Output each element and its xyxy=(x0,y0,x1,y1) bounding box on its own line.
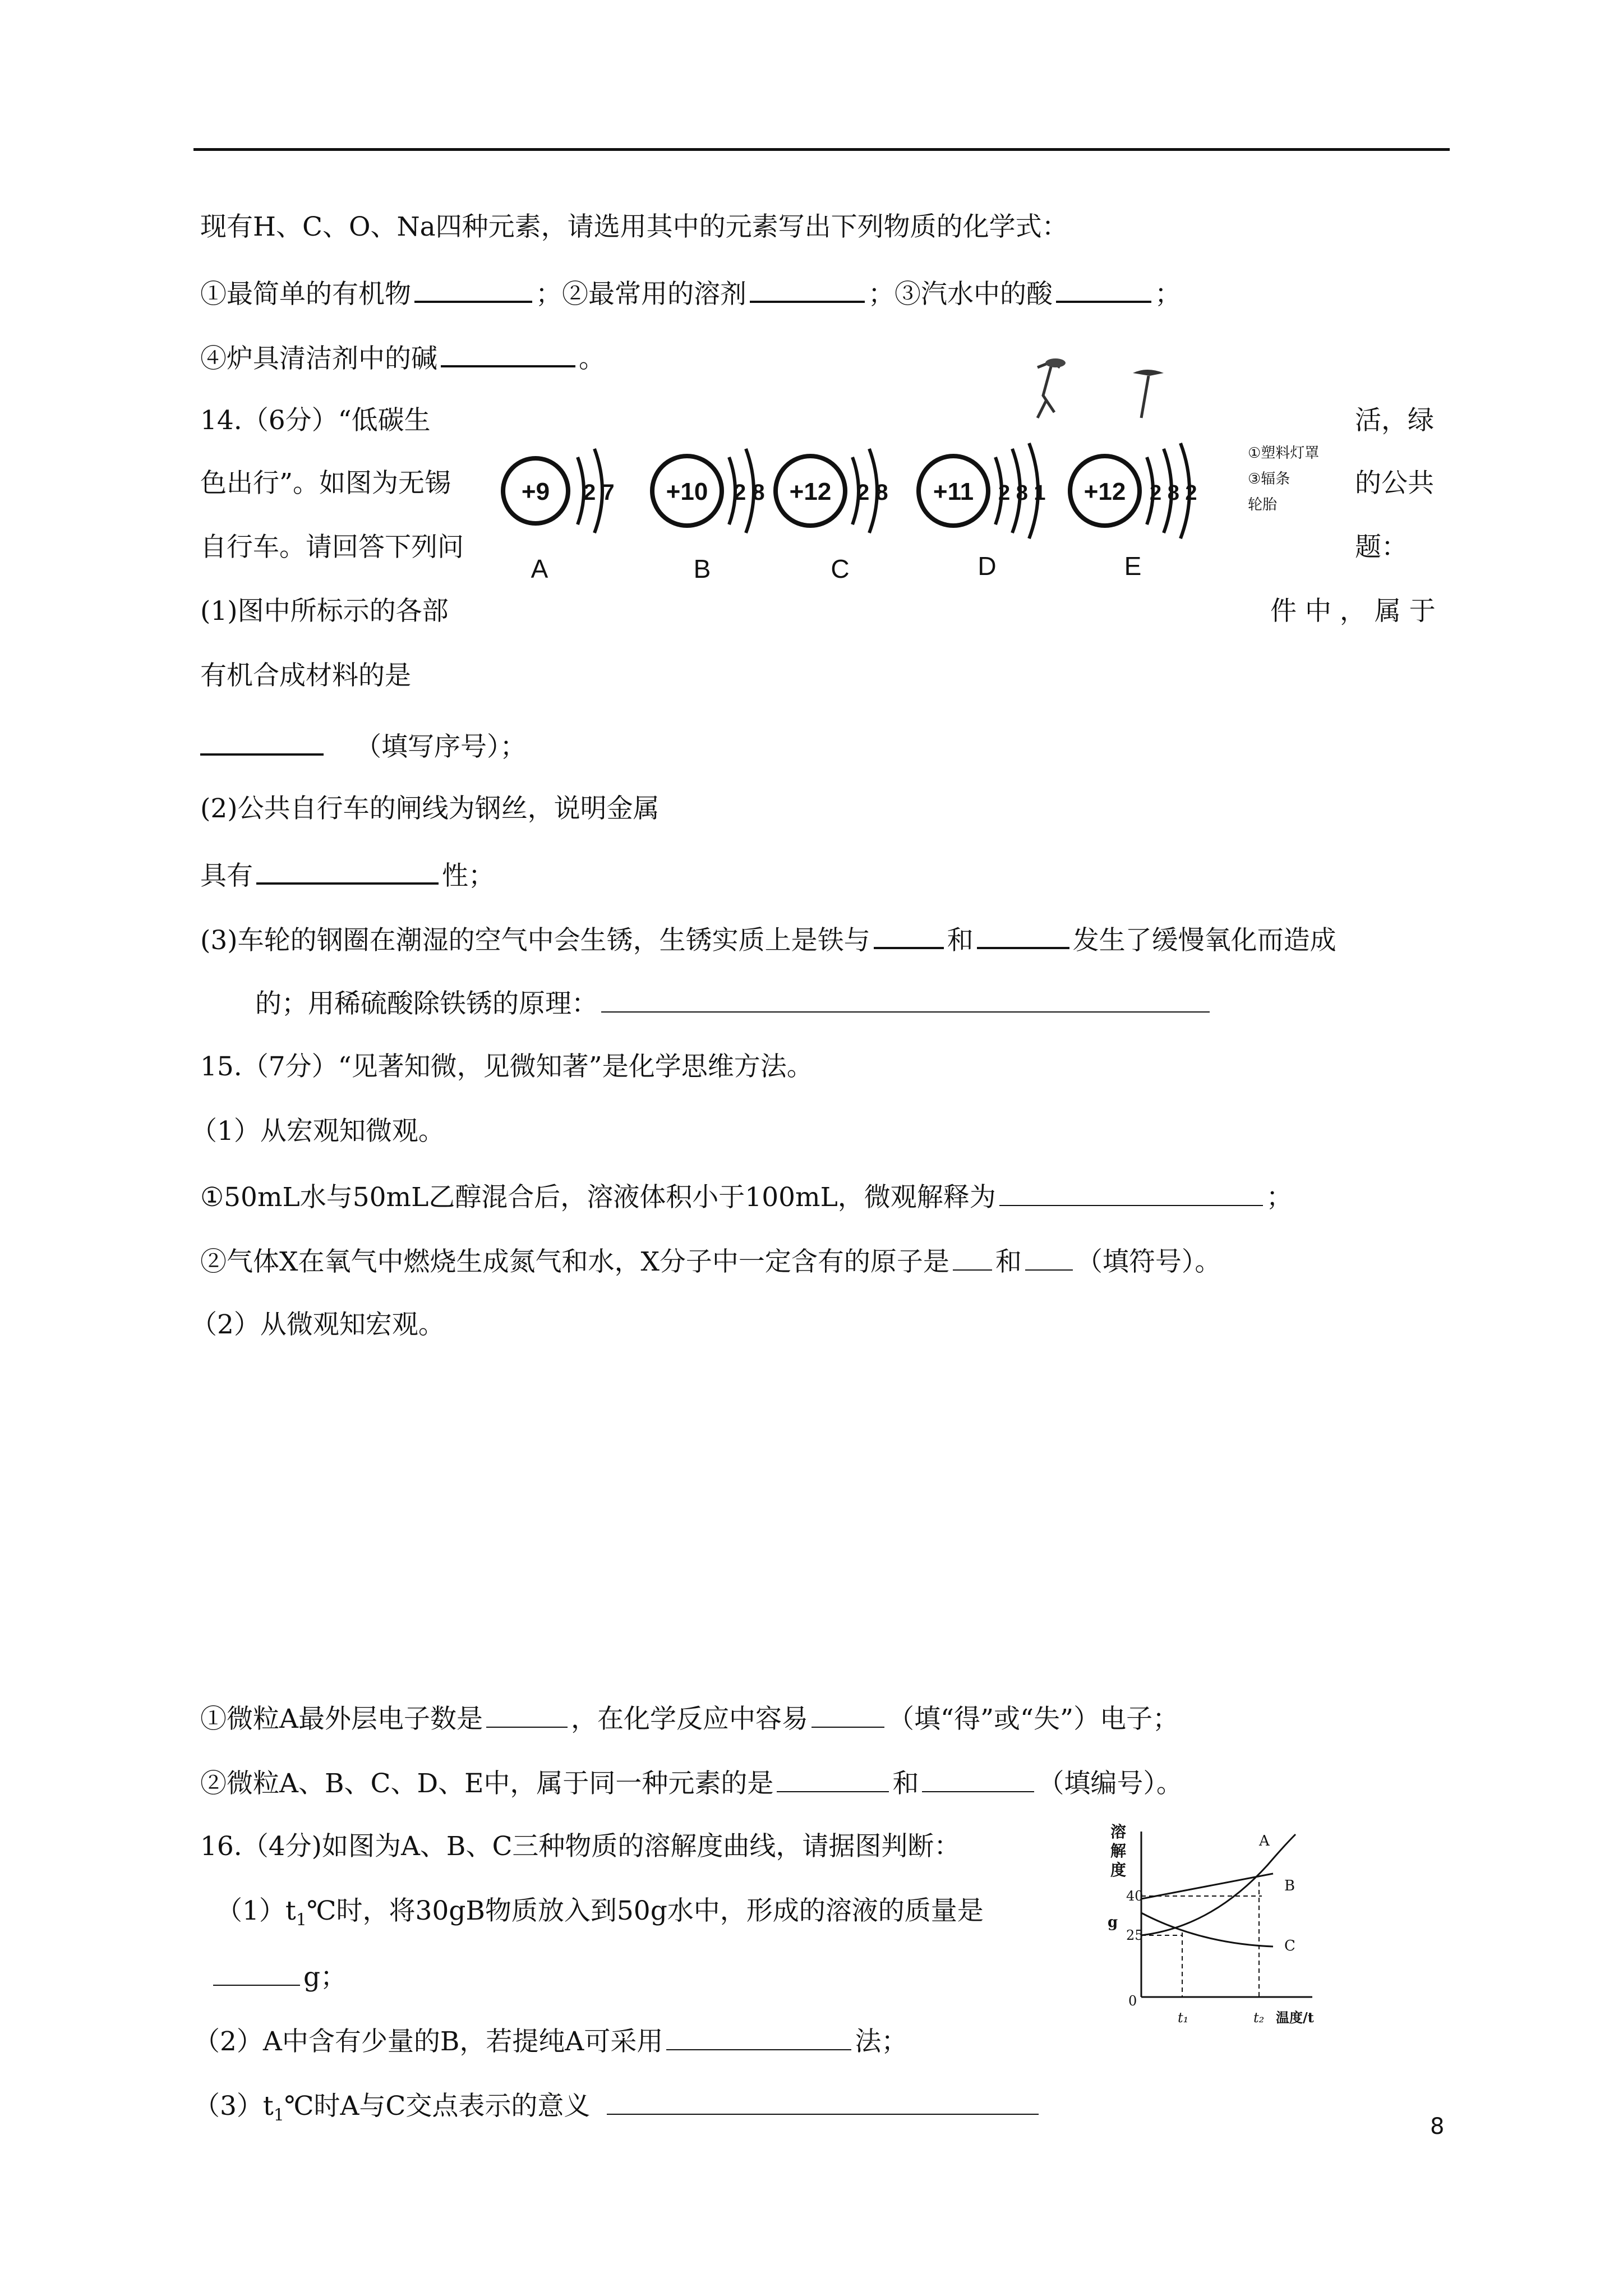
atom-d xyxy=(919,443,1046,581)
svg-text:+12: +12 xyxy=(789,478,832,505)
answer-blank[interactable] xyxy=(999,1179,1263,1206)
answer-blank[interactable] xyxy=(750,275,865,303)
svg-text:C: C xyxy=(831,554,850,583)
q14-s2a: (2)公共自行车的闸线为钢丝，说明金属 xyxy=(200,793,660,824)
q14-line3b: 题： xyxy=(1355,532,1408,563)
answer-blank[interactable] xyxy=(414,275,532,303)
svg-text:2 8 2: 2 8 2 xyxy=(1150,481,1197,505)
q14-line1a: 14.（6分）“低碳生 xyxy=(200,405,431,436)
answer-blank[interactable] xyxy=(777,1765,889,1792)
q16-item3: $(3)t_1℃$时A与C交点表示的意义 xyxy=(193,2088,1042,2132)
svg-text:+9: +9 xyxy=(521,478,550,505)
svg-text:+11: +11 xyxy=(933,478,974,505)
bike-labels: ①塑料灯罩 ③辐条 轮胎 xyxy=(1248,445,1320,513)
svg-text:C: C xyxy=(1284,1938,1295,1954)
q14-line2a: 色出行”。如图为无锡 xyxy=(200,468,451,499)
svg-text:解: 解 xyxy=(1110,1842,1127,1860)
q15-b1: ①微粒A最外层电子数是 ，在化学反应中容易 （填“得”或“失”）电子； xyxy=(200,1701,1179,1736)
q15-b2: ②微粒A、B、C、D、E中，属于同一种元素的是 和 （填编号）。 xyxy=(200,1765,1183,1801)
q13-line3: ④炉具清洁剂中的碱 。 xyxy=(200,339,605,376)
svg-text:2 8: 2 8 xyxy=(734,480,765,505)
atom-structure-diagrams xyxy=(494,418,1234,597)
answer-blank[interactable] xyxy=(441,339,575,367)
svg-text:B: B xyxy=(693,554,711,583)
q14-s3d: 的；用稀硫酸除铁锈的原理： xyxy=(255,986,1213,1021)
q15-sub2: （2）从微观知宏观。 xyxy=(191,1309,445,1340)
svg-text:0: 0 xyxy=(1128,1993,1137,2009)
svg-text:2 8: 2 8 xyxy=(857,480,888,505)
svg-text:溶: 溶 xyxy=(1110,1823,1127,1841)
svg-text:2 8 1: 2 8 1 xyxy=(998,481,1046,505)
answer-blank[interactable] xyxy=(811,1701,884,1728)
svg-text:温度/t: 温度/t xyxy=(1276,2009,1314,2026)
q16-item1: $(1)t_1℃$时，将30gB物质放入到50g水中，形成的溶液的质量是 xyxy=(216,1895,984,1930)
atom-e xyxy=(1070,443,1197,581)
q14-s1a: (1)图中所标示的各部 xyxy=(200,596,449,627)
page-number: 8 xyxy=(1430,2114,1445,2139)
q14-s2b: 具有 性； xyxy=(200,857,495,893)
answer-blank[interactable] xyxy=(1025,1244,1073,1271)
svg-text:A: A xyxy=(531,554,548,583)
q13-line2: ①最简单的有机物 ；②最常用的溶剂 ；③汽水中的酸 ； xyxy=(200,275,1181,311)
svg-text:D: D xyxy=(978,551,997,581)
atom-c xyxy=(776,449,888,583)
q16-item1b: g； xyxy=(213,1959,347,1994)
answer-blank[interactable] xyxy=(256,857,439,885)
svg-text:40: 40 xyxy=(1126,1888,1144,1904)
svg-text:t₂: t₂ xyxy=(1253,2010,1265,2026)
svg-text:+12: +12 xyxy=(1083,478,1126,505)
answer-blank[interactable] xyxy=(666,2023,851,2050)
answer-blank[interactable] xyxy=(213,1959,300,1986)
q14-s1b: 件 中 ， 属 于 xyxy=(1270,596,1436,627)
svg-text:E: E xyxy=(1124,551,1142,581)
solubility-curve-diagram xyxy=(1099,1820,1357,2056)
q13-intro: 现有H、C、O、Na四种元素，请选用其中的元素写出下列物质的化学式： xyxy=(200,211,1068,242)
answer-blank[interactable] xyxy=(200,728,324,756)
svg-text:B: B xyxy=(1284,1878,1295,1894)
svg-text:t₁: t₁ xyxy=(1178,2010,1189,2026)
q14-line3a: 自行车。请回答下列问 xyxy=(200,532,464,563)
atom-b xyxy=(652,449,765,583)
q16-title: 16.（4分)如图为A、B、C三种物质的溶解度曲线，请据图判断： xyxy=(200,1831,961,1862)
q14-s1d: （填写序号）； xyxy=(200,728,527,764)
answer-blank[interactable] xyxy=(953,1244,992,1271)
q14-s1c: 有机合成材料的是 xyxy=(200,660,411,691)
svg-text:2 7: 2 7 xyxy=(583,480,615,505)
svg-text:+10: +10 xyxy=(666,478,708,505)
answer-blank[interactable] xyxy=(607,2088,1039,2115)
q14-line2b: 的公共 xyxy=(1355,468,1434,499)
q16-item2: （2）A中含有少量的B，若提纯A可采用 法； xyxy=(193,2023,907,2059)
answer-blank[interactable] xyxy=(874,921,944,949)
q15-a1: ①50mL水与50mL乙醇混合后，溶液体积小于100mL，微观解释为 ； xyxy=(200,1179,1293,1214)
answer-blank[interactable] xyxy=(486,1701,568,1728)
q14-s3a: (3)车轮的钢圈在潮湿的空气中会生锈，生锈实质上是铁与 和 发生了缓慢氧化而造成 xyxy=(200,921,1336,958)
answer-blank[interactable] xyxy=(601,986,1210,1013)
q15-sub1: （1）从宏观知微观。 xyxy=(191,1116,445,1147)
answer-blank[interactable] xyxy=(922,1765,1034,1792)
q14-line1b: 活，绿 xyxy=(1355,405,1434,436)
svg-text:g: g xyxy=(1108,1914,1118,1931)
q15-a2: ②气体X在氧气中燃烧生成氮气和水，X分子中一定含有的原子是 和 （填符号）。 xyxy=(200,1244,1221,1279)
q15-title: 15.（7分）“见著知微，见微知著”是化学思维方法。 xyxy=(200,1051,813,1082)
svg-text:A: A xyxy=(1259,1833,1270,1849)
answer-blank[interactable] xyxy=(977,921,1069,949)
svg-text:度: 度 xyxy=(1110,1861,1127,1879)
atom-a xyxy=(503,449,615,583)
answer-blank[interactable] xyxy=(1056,275,1151,303)
header-rule xyxy=(193,148,1450,151)
svg-text:25: 25 xyxy=(1126,1927,1144,1943)
